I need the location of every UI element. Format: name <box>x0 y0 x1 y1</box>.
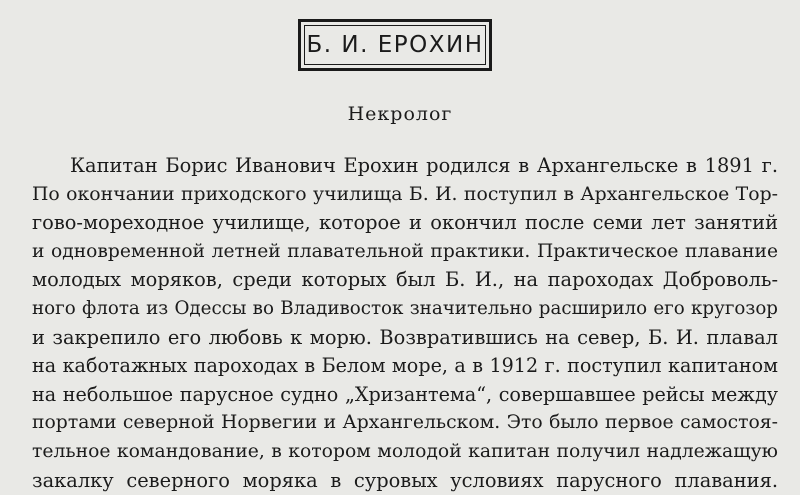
body-line: тельное командование, в котором молодой капитан получил надлежащую <box>32 440 778 462</box>
title-frame-inner <box>304 25 486 65</box>
body-line: молодых моряков, среди которых был Б. И., на пароходах Доброволь- <box>32 268 778 292</box>
title-frame <box>298 19 492 71</box>
obituary-body <box>32 152 778 495</box>
obituary-subtitle: Некролог <box>347 103 453 125</box>
body-line: на небольшое парусное судно „Хризантема“, совершавшее рейсы между <box>32 382 778 406</box>
obituary-title: Б. И. ЕРОХИН <box>306 32 484 58</box>
body-line: ного флота из Одессы во Владивосток значительно расширило его кругозор <box>32 297 778 319</box>
body-line: закалку северного моряка в суровых условиях парусного плавания. <box>32 468 778 492</box>
body-line: гово-мореходное училище, которое и окончил после семи лет занятий <box>32 211 778 235</box>
body-line: портами северной Норвегии и Архангельском. Это было первое самостоя- <box>32 412 778 434</box>
body-line: и закрепило его любовь к морю. Возвратившись на север, Б. И. плавал <box>32 325 778 349</box>
body-line: на каботажных пароходах в Белом море, а в 1912 г. поступил капитаном <box>32 354 778 378</box>
body-line: Капитан Борис Иванович Ерохин родился в Архангельске в 1891 г. <box>70 154 778 177</box>
body-line: и одновременной летней плавательной практики. Практическое плавание <box>32 240 778 262</box>
body-line: По окончании приходского училища Б. И. поступил в Архангельское Тор- <box>32 183 778 205</box>
